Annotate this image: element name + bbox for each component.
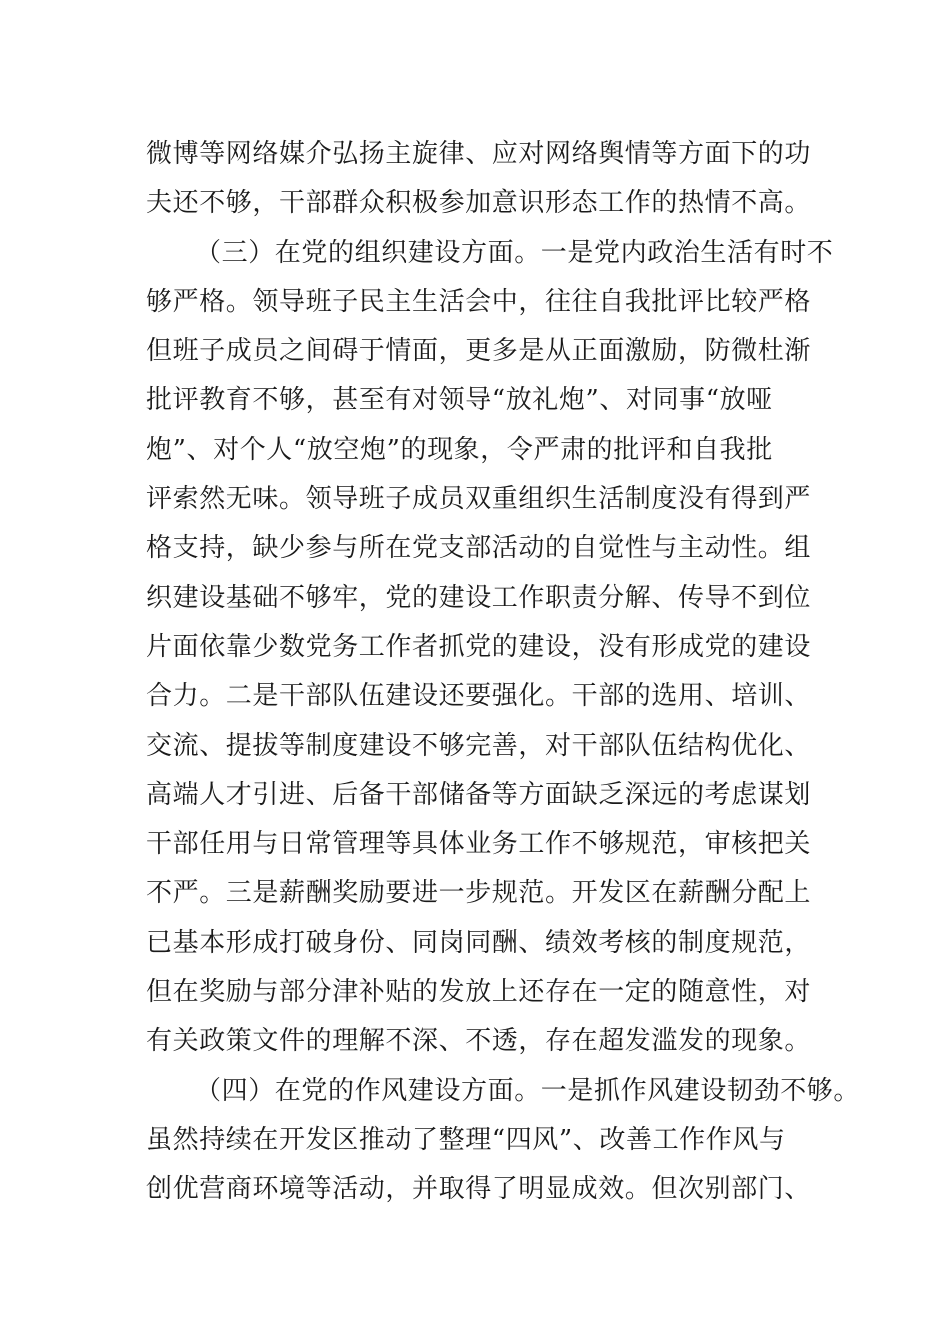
text-line: 合力。二是干部队伍建设还要强化。干部的选用、培训、 — [146, 681, 812, 712]
text-line: 批评教育不够，甚至有对领导“放礼炮”、对同事“放哑 — [146, 385, 773, 416]
text-line: 评索然无味。领导班子成员双重组织生活制度没有得到严 — [146, 484, 812, 515]
text-line: 但在奖励与部分津补贴的发放上还存在一定的随意性，对 — [146, 977, 812, 1008]
text-line: 格支持，缺少参与所在党支部活动的自觉性与主动性。组 — [146, 533, 812, 564]
text-line: 不严。三是薪酬奖励要进一步规范。开发区在薪酬分配上 — [146, 878, 812, 909]
text-line: 虽然持续在开发区推动了整理“四风”、改善工作作风与 — [146, 1124, 786, 1155]
text-line: 有关政策文件的理解不深、不透，存在超发滥发的现象。 — [146, 1026, 812, 1057]
paragraph-start-line: （三）在党的组织建设方面。一是党内政治生活有时不 — [195, 237, 834, 268]
text-line: 创优营商环境等活动，并取得了明显成效。但次别部门、 — [146, 1174, 812, 1205]
text-line: 炮”、对个人“放空炮”的现象，令严肃的批评和自我批 — [146, 434, 773, 465]
text-line: 夫还不够，干部群众积极参加意识形态工作的热情不高。 — [146, 188, 812, 219]
text-line: 片面依靠少数党务工作者抓党的建设，没有形成党的建设 — [146, 631, 812, 662]
text-line: 织建设基础不够牢，党的建设工作职责分解、传导不到位 — [146, 582, 812, 613]
text-line: 已基本形成打破身份、同岗同酬、绩效考核的制度规范， — [146, 927, 812, 958]
text-line: 高端人才引进、后备干部储备等方面缺乏深远的考虑谋划 — [146, 779, 812, 810]
paragraph-start-line: （四）在党的作风建设方面。一是抓作风建设韧劲不够。 — [195, 1075, 861, 1106]
text-line: 够严格。领导班子民主生活会中，往往自我批评比较严格 — [146, 286, 812, 317]
text-line: 但班子成员之间碍于情面，更多是从正面激励，防微杜渐 — [146, 336, 812, 367]
text-line: 微博等网络媒介弘扬主旋律、应对网络舆情等方面下的功 — [146, 139, 812, 169]
body-text — [146, 130, 861, 1215]
text-line: 交流、提拔等制度建设不够完善，对干部队伍结构优化、 — [146, 730, 812, 761]
text-line: 干部任用与日常管理等具体业务工作不够规范，审核把关 — [146, 829, 812, 860]
